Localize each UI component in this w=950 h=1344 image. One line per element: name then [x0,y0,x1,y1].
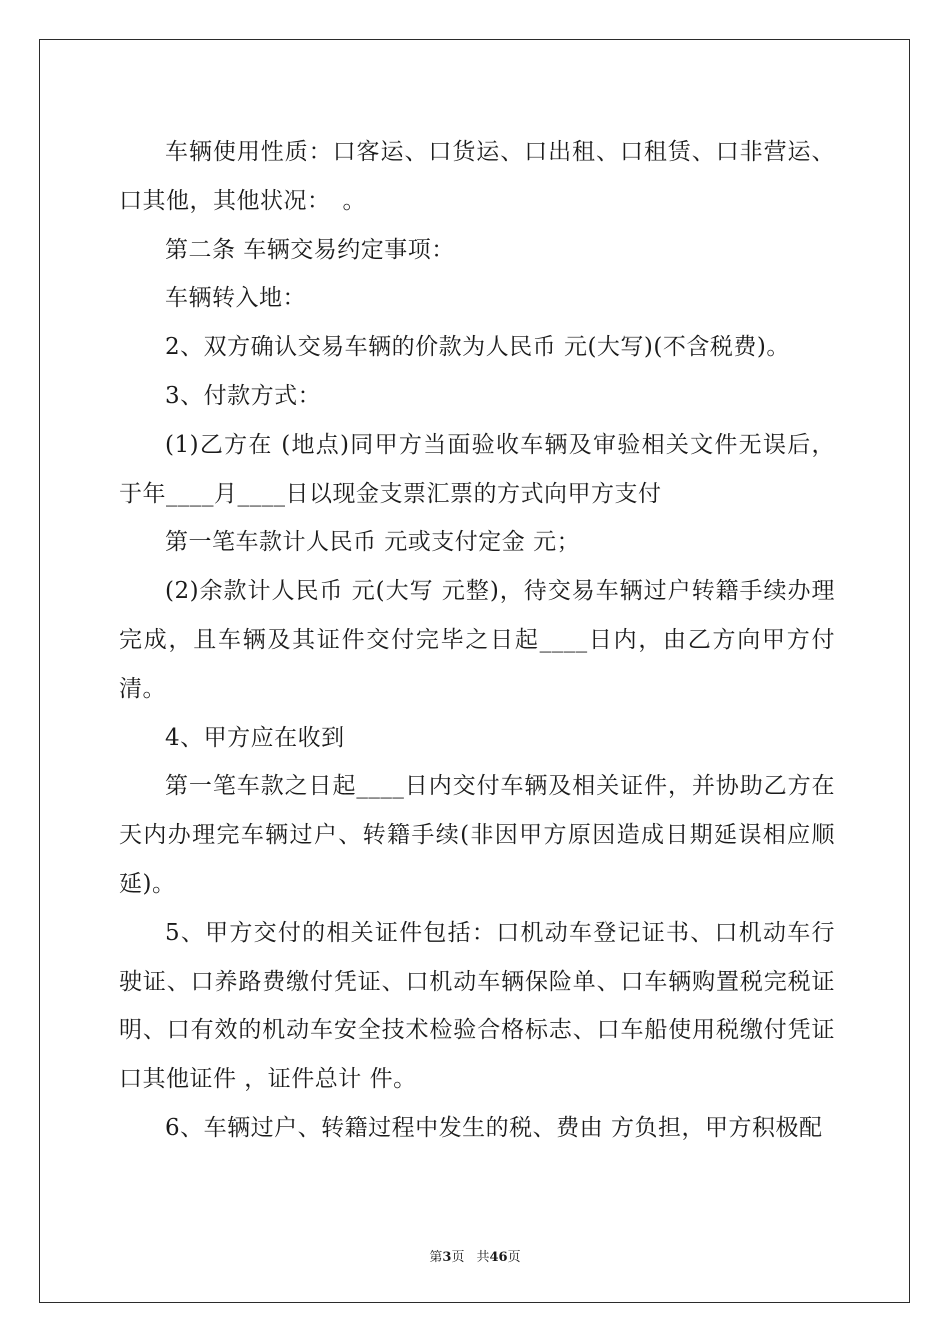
footer-page-total: 46 [489,1250,508,1265]
footer-page-current: 3 [442,1250,452,1265]
document-body [119,128,835,1153]
paragraph-delivery: 第一笔车款之日起____日内交付车辆及相关证件，并协助乙方在天内办理完车辆过户、转籍手续(非因甲方原因造成日期延误相应顺延)。 [119,773,835,897]
page-footer [0,1246,950,1265]
paragraph-price: 2、双方确认交易车辆的价款为人民币 元(大写)(不含税费)。 [165,334,790,361]
paragraph-documents: 5、甲方交付的相关证件包括：口机动车登记证书、口机动车行驶证、口养路费缴付凭证、口机动车辆保险单、口车辆购置税完税证明、口有效的机动车安全技术检验合格标志、口车船使用税缴付凭证口其他证件 ，证件总计 件。 [119,919,835,1093]
paragraph-payment-one: (1)乙方在 (地点)同甲方当面验收车辆及审验相关文件无误后，于年____月____日以现金支票汇票的方式向甲方支付 [119,431,835,507]
paragraph-taxes: 6、车辆过户、转籍过程中发生的税、费由 方负担，甲方积极配 [165,1114,823,1141]
footer-total-prefix: 共 [476,1250,490,1265]
paragraph-vehicle-usage: 车辆使用性质：口客运、口货运、口出租、口租赁、口非营运、口其他，其他状况： 。 [119,139,835,214]
footer-page-prefix: 第 [429,1250,443,1265]
paragraph-article-two: 第二条 车辆交易约定事项： [165,236,455,263]
footer-page-unit: 页 [451,1250,465,1265]
paragraph-payment-method: 3、付款方式： [165,382,322,409]
paragraph-balance: (2)余款计人民币 元(大写 元整)，待交易车辆过户转籍手续办理完成，且车辆及其证件交付完毕之日起____日内，由乙方向甲方付清。 [119,578,835,702]
paragraph-party-a-receive: 4、甲方应在收到 [165,724,345,751]
paragraph-transfer-location: 车辆转入地： [165,285,306,312]
footer-total-unit: 页 [507,1250,521,1265]
paragraph-first-payment: 第一笔车款计人民币 元或支付定金 元； [165,529,581,556]
